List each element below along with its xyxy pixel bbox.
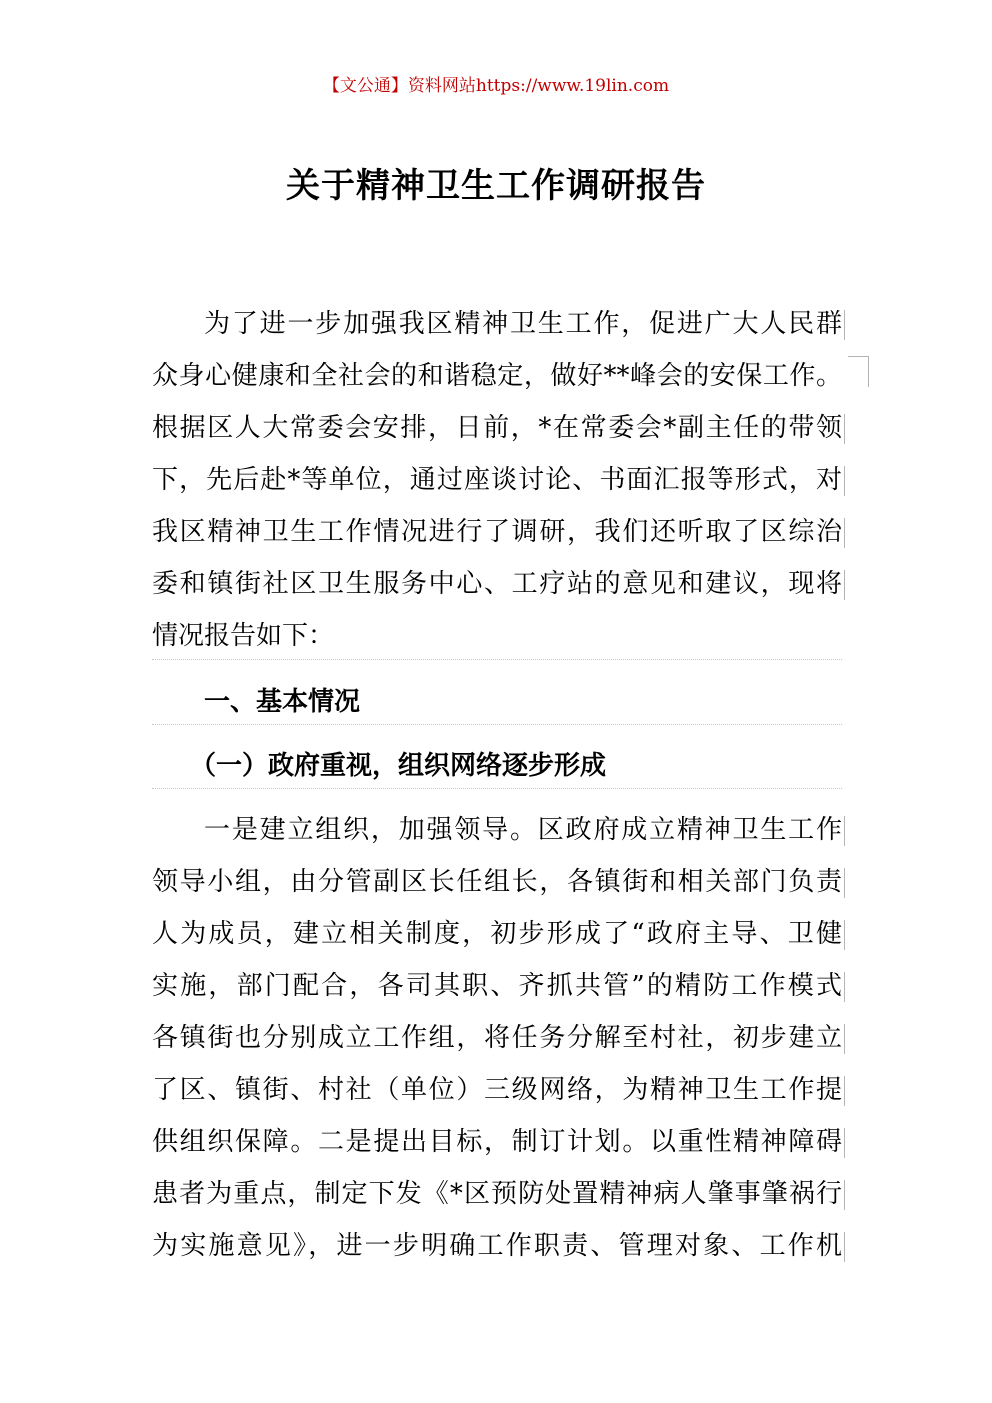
margin-mark — [844, 868, 845, 898]
body-line-2: 领导小组，由分管副区长任组长，各镇街和相关部门负责 — [152, 867, 842, 897]
margin-mark — [844, 310, 845, 340]
paragraph-divider — [152, 724, 842, 725]
body-line-6: 了区、镇街、村社（单位）三级网络，为精神卫生工作提 — [152, 1075, 842, 1105]
margin-mark — [844, 1024, 845, 1054]
margin-mark — [844, 414, 845, 444]
margin-mark — [844, 972, 845, 1002]
margin-mark — [844, 920, 845, 950]
margin-mark — [844, 1128, 845, 1158]
paragraph-divider — [152, 788, 842, 789]
body-line-5: 各镇街也分别成立工作组，将任务分解至村社，初步建立 — [152, 1023, 842, 1053]
intro-line-1: 为了进一步加强我区精神卫生工作，促进广大人民群 — [204, 309, 842, 339]
body-line-4: 实施，部门配合，各司其职、齐抓共管”的精防工作模式 — [152, 971, 842, 1001]
intro-line-2: 众身心健康和全社会的和谐稳定，做好**峰会的安保工作。 — [152, 361, 842, 391]
margin-mark — [844, 1180, 845, 1210]
intro-line-5: 我区精神卫生工作情况进行了调研，我们还听取了区综治 — [152, 517, 842, 547]
section-heading: 一、基本情况 — [204, 687, 361, 717]
body-line-3: 人为成员，建立相关制度，初步形成了“政府主导、卫健 — [152, 919, 842, 949]
subsection-heading: （一）政府重视，组织网络逐步形成 — [190, 751, 607, 781]
intro-line-4: 下，先后赴*等单位，通过座谈讨论、书面汇报等形式，对 — [152, 465, 842, 495]
body-line-8: 患者为重点，制定下发《*区预防处置精神病人肇事肇祸行 — [152, 1179, 842, 1209]
document-title: 关于精神卫生工作调研报告 — [286, 166, 706, 206]
margin-mark — [844, 1232, 845, 1262]
intro-line-6: 委和镇街社区卫生服务中心、工疗站的意见和建议，现将 — [152, 569, 842, 599]
body-line-1: 一是建立组织，加强领导。区政府成立精神卫生工作 — [204, 815, 842, 845]
intro-line-7: 情况报告如下： — [152, 621, 335, 651]
margin-mark — [844, 570, 845, 600]
revision-corner-mark — [848, 356, 869, 387]
margin-mark — [844, 518, 845, 548]
margin-mark — [844, 816, 845, 846]
body-line-7: 供组织保障。二是提出目标，制订计划。以重性精神障碍 — [152, 1127, 842, 1157]
paragraph-divider — [152, 659, 842, 660]
site-header-banner: 【文公通】资料网站https://www.19lin.com — [322, 76, 670, 96]
intro-line-3: 根据区人大常委会安排，日前，*在常委会*副主任的带领 — [152, 413, 842, 443]
margin-mark — [844, 466, 845, 496]
margin-mark — [844, 1076, 845, 1106]
body-line-9: 为实施意见》，进一步明确工作职责、管理对象、工作机 — [152, 1231, 842, 1261]
